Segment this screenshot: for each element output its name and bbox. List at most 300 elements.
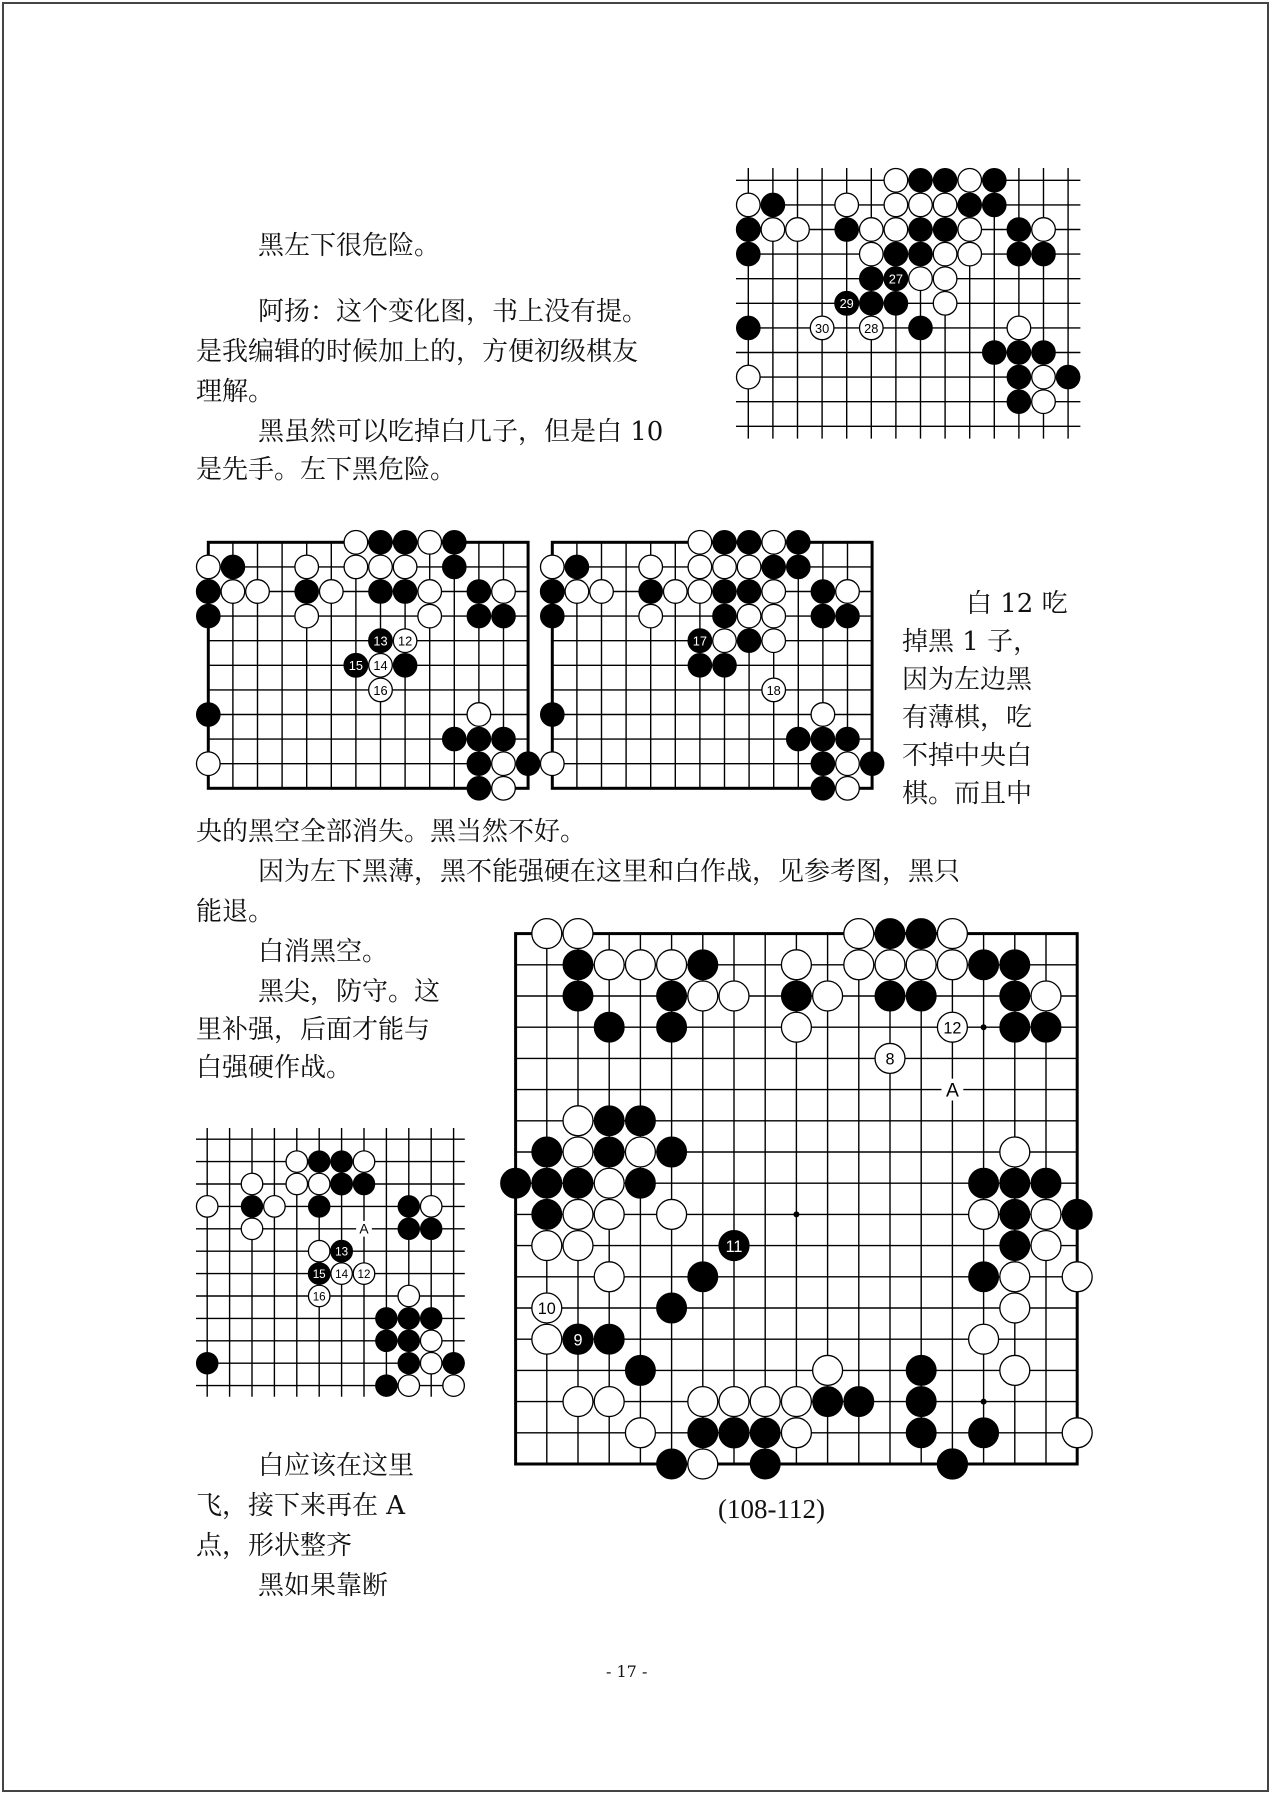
black-stone bbox=[393, 653, 417, 677]
black-stone bbox=[442, 555, 466, 579]
black-stone bbox=[906, 1418, 936, 1448]
text-line: 阿扬：这个变化图，书上没有提。 bbox=[258, 297, 649, 327]
text-line: 黑如果靠断 bbox=[258, 1571, 389, 1601]
white-stone bbox=[713, 555, 737, 579]
black-stone bbox=[781, 981, 811, 1011]
black-stone bbox=[836, 727, 860, 751]
move-number: 16 bbox=[312, 1290, 326, 1304]
star-point bbox=[981, 1399, 987, 1405]
black-stone bbox=[308, 1151, 330, 1173]
white-stone bbox=[418, 580, 442, 604]
black-stone bbox=[398, 1330, 420, 1352]
white-stone bbox=[844, 950, 874, 980]
text-line: 点，形状整齐 bbox=[196, 1531, 353, 1561]
white-stone bbox=[844, 919, 874, 949]
text-line: 是先手。左下黑危险。 bbox=[196, 455, 457, 485]
star-point bbox=[793, 1211, 799, 1217]
white-stone bbox=[308, 1173, 330, 1195]
go-board bbox=[500, 918, 1093, 1480]
text-line: 飞，接下来再在 A bbox=[196, 1491, 406, 1521]
black-stone bbox=[442, 727, 466, 751]
white-stone bbox=[196, 555, 220, 579]
move-number: 29 bbox=[839, 296, 854, 312]
black-stone bbox=[657, 1449, 687, 1479]
white-stone bbox=[221, 580, 245, 604]
black-stone bbox=[657, 1293, 687, 1323]
black-stone bbox=[786, 530, 810, 554]
page-number: - 17 - bbox=[606, 1662, 648, 1681]
black-stone bbox=[565, 555, 589, 579]
move-number: 18 bbox=[766, 682, 781, 698]
black-stone bbox=[1007, 365, 1031, 389]
black-stone bbox=[1000, 1231, 1030, 1261]
white-stone bbox=[1062, 1262, 1092, 1292]
white-stone bbox=[594, 1168, 624, 1198]
black-stone bbox=[1007, 390, 1031, 414]
black-stone bbox=[376, 1375, 398, 1397]
text-line: 白消黑空。 bbox=[258, 937, 389, 967]
white-stone bbox=[836, 580, 860, 604]
black-stone bbox=[657, 1012, 687, 1042]
white-stone bbox=[418, 604, 442, 628]
black-stone bbox=[467, 776, 491, 800]
white-stone bbox=[937, 919, 967, 949]
text-line: 白 12 吃 bbox=[966, 589, 1068, 619]
white-stone bbox=[933, 267, 957, 291]
go-diagram-3 bbox=[540, 530, 884, 801]
black-stone bbox=[594, 1012, 624, 1042]
black-stone bbox=[933, 218, 957, 242]
black-stone bbox=[1000, 981, 1030, 1011]
white-stone bbox=[420, 1196, 442, 1218]
black-stone bbox=[982, 193, 1006, 217]
move-number: 12 bbox=[397, 633, 413, 649]
black-stone bbox=[811, 776, 835, 800]
black-stone bbox=[713, 530, 737, 554]
white-stone bbox=[859, 242, 883, 266]
move-number: 17 bbox=[692, 633, 708, 649]
black-stone bbox=[859, 291, 883, 315]
black-stone bbox=[750, 1418, 780, 1448]
black-stone bbox=[875, 981, 905, 1011]
move-number: 30 bbox=[814, 320, 830, 336]
black-stone bbox=[736, 218, 760, 242]
white-stone bbox=[420, 1330, 442, 1352]
black-stone bbox=[376, 1330, 398, 1352]
black-stone bbox=[982, 168, 1006, 192]
white-stone bbox=[532, 1324, 562, 1354]
white-stone bbox=[737, 555, 761, 579]
white-stone bbox=[1032, 390, 1056, 414]
white-stone bbox=[836, 776, 860, 800]
text-line: 能退。 bbox=[196, 897, 275, 927]
black-stone bbox=[196, 580, 220, 604]
black-stone bbox=[639, 580, 663, 604]
black-stone bbox=[909, 242, 933, 266]
black-stone bbox=[420, 1218, 442, 1240]
text-line: 因为左边黑 bbox=[902, 665, 1033, 695]
white-stone bbox=[813, 1355, 843, 1385]
black-stone bbox=[811, 604, 835, 628]
white-stone bbox=[761, 218, 785, 242]
white-stone bbox=[594, 1387, 624, 1417]
move-number: 13 bbox=[373, 633, 388, 649]
white-stone bbox=[884, 193, 908, 217]
white-stone bbox=[736, 365, 760, 389]
text-line: 掉黑 1 子， bbox=[902, 627, 1040, 657]
black-stone bbox=[1000, 1199, 1030, 1229]
black-stone bbox=[875, 919, 905, 949]
white-stone bbox=[563, 919, 593, 949]
white-stone bbox=[492, 752, 516, 776]
black-stone bbox=[737, 530, 761, 554]
white-stone bbox=[563, 1387, 593, 1417]
black-stone bbox=[532, 1168, 562, 1198]
white-stone bbox=[540, 752, 564, 776]
black-stone bbox=[969, 950, 999, 980]
white-stone bbox=[713, 629, 737, 653]
black-stone bbox=[982, 341, 1006, 365]
white-stone bbox=[492, 580, 516, 604]
black-stone bbox=[835, 218, 859, 242]
move-number: 13 bbox=[335, 1245, 349, 1259]
white-stone bbox=[594, 950, 624, 980]
white-stone bbox=[565, 580, 589, 604]
white-stone bbox=[688, 555, 712, 579]
black-stone bbox=[813, 1387, 843, 1417]
text-line: 棋。而且中 bbox=[902, 779, 1033, 809]
white-stone bbox=[563, 1106, 593, 1136]
white-stone bbox=[1031, 1199, 1061, 1229]
move-number: 15 bbox=[312, 1268, 326, 1282]
black-stone bbox=[761, 193, 785, 217]
black-stone bbox=[398, 1352, 420, 1374]
black-stone bbox=[836, 604, 860, 628]
black-stone bbox=[1056, 365, 1080, 389]
go-diagram-2 bbox=[196, 530, 540, 801]
black-stone bbox=[532, 1137, 562, 1167]
text-line: 里补强，后面才能与 bbox=[196, 1015, 431, 1045]
white-stone bbox=[884, 168, 908, 192]
black-stone bbox=[625, 1106, 655, 1136]
white-stone bbox=[813, 981, 843, 1011]
black-stone bbox=[443, 1352, 465, 1374]
white-stone bbox=[563, 1199, 593, 1229]
white-stone bbox=[639, 555, 663, 579]
black-stone bbox=[196, 604, 220, 628]
white-stone bbox=[719, 981, 749, 1011]
white-stone bbox=[398, 1375, 420, 1397]
black-stone bbox=[859, 267, 883, 291]
black-stone bbox=[688, 1418, 718, 1448]
black-stone bbox=[750, 1449, 780, 1479]
black-stone bbox=[713, 653, 737, 677]
go-board bbox=[196, 1128, 465, 1397]
black-stone bbox=[540, 580, 564, 604]
black-stone bbox=[398, 1196, 420, 1218]
white-stone bbox=[1007, 316, 1031, 340]
go-board bbox=[736, 168, 1080, 439]
white-stone bbox=[1000, 1293, 1030, 1323]
white-stone bbox=[196, 752, 220, 776]
white-stone bbox=[563, 1137, 593, 1167]
black-stone bbox=[594, 1324, 624, 1354]
point-label: A bbox=[945, 1079, 959, 1102]
black-stone bbox=[762, 555, 786, 579]
black-stone bbox=[811, 580, 835, 604]
text-line: 白强硬作战。 bbox=[196, 1053, 353, 1083]
white-stone bbox=[443, 1375, 465, 1397]
white-stone bbox=[811, 703, 835, 727]
text-line: 是我编辑的时候加上的，方便初级棋友 bbox=[196, 337, 639, 367]
white-stone bbox=[563, 1231, 593, 1261]
black-stone bbox=[713, 580, 737, 604]
black-stone bbox=[1031, 1012, 1061, 1042]
white-stone bbox=[688, 1387, 718, 1417]
black-stone bbox=[563, 1168, 593, 1198]
point-label: A bbox=[359, 1220, 369, 1237]
black-stone bbox=[369, 580, 393, 604]
black-stone bbox=[860, 752, 884, 776]
black-stone bbox=[906, 981, 936, 1011]
white-stone bbox=[286, 1173, 308, 1195]
black-stone bbox=[1032, 242, 1056, 266]
text-line: 白应该在这里 bbox=[258, 1451, 415, 1481]
move-number: 9 bbox=[573, 1331, 583, 1350]
white-stone bbox=[762, 580, 786, 604]
white-stone bbox=[781, 950, 811, 980]
black-stone bbox=[958, 193, 982, 217]
white-stone bbox=[958, 242, 982, 266]
white-stone bbox=[319, 580, 343, 604]
white-stone bbox=[196, 1196, 218, 1218]
text-line: 不掉中央白 bbox=[902, 741, 1033, 771]
white-stone bbox=[492, 776, 516, 800]
black-stone bbox=[1007, 242, 1031, 266]
black-stone bbox=[625, 1355, 655, 1385]
black-stone bbox=[906, 1355, 936, 1385]
black-stone bbox=[196, 1352, 218, 1374]
black-stone bbox=[657, 1137, 687, 1167]
white-stone bbox=[398, 1285, 420, 1307]
white-stone bbox=[958, 168, 982, 192]
white-stone bbox=[625, 950, 655, 980]
white-stone bbox=[344, 530, 368, 554]
black-stone bbox=[688, 950, 718, 980]
black-stone bbox=[884, 291, 908, 315]
white-stone bbox=[781, 1418, 811, 1448]
white-stone bbox=[688, 1449, 718, 1479]
white-stone bbox=[663, 580, 687, 604]
black-stone bbox=[393, 530, 417, 554]
text-line: 黑左下很危险。 bbox=[258, 231, 441, 261]
white-stone bbox=[353, 1151, 375, 1173]
black-stone bbox=[688, 1262, 718, 1292]
white-stone bbox=[657, 1199, 687, 1229]
black-stone bbox=[1000, 1012, 1030, 1042]
white-stone bbox=[420, 1352, 442, 1374]
go-diagram-5 bbox=[500, 918, 1093, 1480]
black-stone bbox=[241, 1196, 263, 1218]
move-number: 12 bbox=[357, 1268, 371, 1282]
black-stone bbox=[737, 629, 761, 653]
black-stone bbox=[467, 727, 491, 751]
black-stone bbox=[811, 727, 835, 751]
star-point bbox=[981, 1024, 987, 1030]
white-stone bbox=[1000, 1137, 1030, 1167]
black-stone bbox=[1031, 1168, 1061, 1198]
white-stone bbox=[859, 218, 883, 242]
move-number: 12 bbox=[943, 1019, 962, 1038]
go-diagram-4 bbox=[196, 1128, 465, 1397]
white-stone bbox=[958, 218, 982, 242]
white-stone bbox=[1000, 1262, 1030, 1292]
white-stone bbox=[1031, 1231, 1061, 1261]
black-stone bbox=[719, 1418, 749, 1448]
go-board bbox=[196, 530, 540, 801]
white-stone bbox=[241, 1218, 263, 1240]
white-stone bbox=[467, 703, 491, 727]
white-stone bbox=[688, 981, 718, 1011]
black-stone bbox=[420, 1308, 442, 1330]
white-stone bbox=[241, 1173, 263, 1195]
white-stone bbox=[835, 193, 859, 217]
white-stone bbox=[750, 1387, 780, 1417]
black-stone bbox=[713, 604, 737, 628]
black-stone bbox=[811, 752, 835, 776]
white-stone bbox=[590, 580, 614, 604]
move-number: 8 bbox=[885, 1050, 895, 1069]
white-stone bbox=[1032, 365, 1056, 389]
white-stone bbox=[1062, 1418, 1092, 1448]
white-stone bbox=[688, 580, 712, 604]
diagram-caption: (108-112) bbox=[718, 1494, 825, 1524]
white-stone bbox=[933, 193, 957, 217]
white-stone bbox=[295, 604, 319, 628]
white-stone bbox=[762, 604, 786, 628]
white-stone bbox=[969, 1199, 999, 1229]
white-stone bbox=[594, 1199, 624, 1229]
go-diagram-1 bbox=[736, 168, 1080, 439]
black-stone bbox=[393, 580, 417, 604]
text-line: 黑尖，防守。这 bbox=[258, 977, 441, 1007]
white-stone bbox=[909, 267, 933, 291]
black-stone bbox=[467, 580, 491, 604]
white-stone bbox=[393, 555, 417, 579]
white-stone bbox=[836, 752, 860, 776]
black-stone bbox=[376, 1308, 398, 1330]
white-stone bbox=[344, 555, 368, 579]
black-stone bbox=[398, 1218, 420, 1240]
black-stone bbox=[737, 580, 761, 604]
move-number: 14 bbox=[335, 1268, 349, 1282]
black-stone bbox=[331, 1173, 353, 1195]
black-stone bbox=[1000, 950, 1030, 980]
white-stone bbox=[532, 1231, 562, 1261]
black-stone bbox=[625, 1168, 655, 1198]
white-stone bbox=[937, 950, 967, 980]
black-stone bbox=[563, 981, 593, 1011]
move-number: 16 bbox=[373, 682, 388, 698]
black-stone bbox=[969, 1168, 999, 1198]
white-stone bbox=[906, 950, 936, 980]
white-stone bbox=[762, 629, 786, 653]
move-number: 14 bbox=[373, 658, 388, 674]
black-stone bbox=[308, 1196, 330, 1218]
white-stone bbox=[933, 242, 957, 266]
black-stone bbox=[398, 1308, 420, 1330]
black-stone bbox=[594, 1106, 624, 1136]
white-stone bbox=[933, 291, 957, 315]
black-stone bbox=[906, 1387, 936, 1417]
move-number: 27 bbox=[888, 271, 904, 287]
white-stone bbox=[781, 1387, 811, 1417]
white-stone bbox=[639, 604, 663, 628]
black-stone bbox=[467, 752, 491, 776]
black-stone bbox=[786, 555, 810, 579]
black-stone bbox=[369, 530, 393, 554]
black-stone bbox=[688, 653, 712, 677]
black-stone bbox=[657, 981, 687, 1011]
black-stone bbox=[786, 727, 810, 751]
white-stone bbox=[969, 1324, 999, 1354]
move-number: 28 bbox=[864, 320, 879, 336]
black-stone bbox=[933, 168, 957, 192]
black-stone bbox=[909, 218, 933, 242]
black-stone bbox=[540, 604, 564, 628]
text-line: 有薄棋，吃 bbox=[902, 703, 1033, 733]
white-stone bbox=[246, 580, 270, 604]
white-stone bbox=[736, 193, 760, 217]
black-stone bbox=[909, 316, 933, 340]
white-stone bbox=[625, 1137, 655, 1167]
white-stone bbox=[1000, 1355, 1030, 1385]
white-stone bbox=[737, 604, 761, 628]
black-stone bbox=[563, 950, 593, 980]
black-stone bbox=[906, 919, 936, 949]
white-stone bbox=[884, 218, 908, 242]
black-stone bbox=[844, 1387, 874, 1417]
black-stone bbox=[884, 242, 908, 266]
text-line: 理解。 bbox=[196, 377, 275, 407]
white-stone bbox=[719, 1387, 749, 1417]
black-stone bbox=[492, 727, 516, 751]
white-stone bbox=[762, 530, 786, 554]
black-stone bbox=[540, 703, 564, 727]
white-stone bbox=[1031, 981, 1061, 1011]
black-stone bbox=[736, 316, 760, 340]
black-stone bbox=[594, 1137, 624, 1167]
white-stone bbox=[781, 1012, 811, 1042]
white-stone bbox=[295, 555, 319, 579]
white-stone bbox=[532, 919, 562, 949]
white-stone bbox=[625, 1418, 655, 1448]
black-stone bbox=[1032, 341, 1056, 365]
white-stone bbox=[286, 1151, 308, 1173]
white-stone bbox=[909, 193, 933, 217]
black-stone bbox=[467, 604, 491, 628]
black-stone bbox=[969, 1262, 999, 1292]
white-stone bbox=[418, 530, 442, 554]
move-number: 15 bbox=[348, 658, 364, 674]
white-stone bbox=[594, 1262, 624, 1292]
black-stone bbox=[295, 580, 319, 604]
white-stone bbox=[308, 1240, 330, 1262]
white-stone bbox=[264, 1196, 286, 1218]
white-stone bbox=[540, 555, 564, 579]
move-number: 10 bbox=[537, 1300, 556, 1319]
black-stone bbox=[1007, 218, 1031, 242]
